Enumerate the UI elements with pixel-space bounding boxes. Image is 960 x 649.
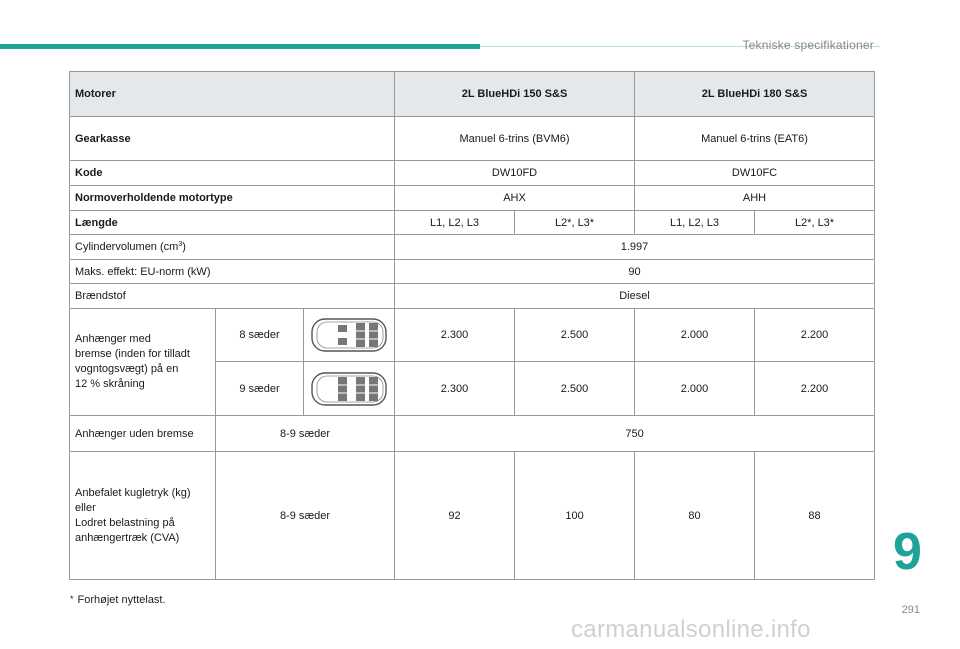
braked-trailer-label-line: 12 % skråning <box>75 378 145 390</box>
power-label: Maks. effekt: EU-norm (kW) <box>70 260 395 284</box>
braked-value: 2.000 <box>635 309 755 362</box>
length-value: L2*, L3* <box>755 211 875 235</box>
noseweight-label-line: anhængertræk (CVA) <box>75 531 180 544</box>
noseweight-value: 92 <box>395 452 515 580</box>
noseweight-label-line: eller <box>75 501 96 514</box>
braked-value: 2.200 <box>755 309 875 362</box>
table-row <box>70 416 875 452</box>
unbraked-value: 750 <box>395 416 875 452</box>
table-row <box>70 117 875 161</box>
braked-trailer-label <box>70 309 216 416</box>
power-value: 90 <box>395 260 875 284</box>
gearbox-engine2: Manuel 6-trins (EAT6) <box>635 117 875 161</box>
length-value: L1, L2, L3 <box>635 211 755 235</box>
displacement-label-sup: 3 <box>178 241 183 248</box>
length-value: L2*, L3* <box>515 211 635 235</box>
table-row <box>70 452 875 580</box>
engine-type-engine1: AHX <box>395 186 635 211</box>
table-row <box>70 284 875 309</box>
gearbox-label: Gearkasse <box>70 117 395 161</box>
table-row <box>70 161 875 186</box>
displacement-label-main: Cylindervolumen (cm <box>75 241 179 253</box>
noseweight-value: 80 <box>635 452 755 580</box>
engine-type-label: Normoverholdende motortype <box>70 186 395 211</box>
braked-value: 2.200 <box>755 362 875 416</box>
displacement-label <box>70 235 395 260</box>
fuel-value: Diesel <box>395 284 875 309</box>
braked-trailer-label-line: bremse (inden for tilladt <box>75 348 190 360</box>
van-8-seats-icon <box>304 309 395 362</box>
code-engine1: DW10FD <box>395 161 635 186</box>
fuel-label: Brændstof <box>70 284 395 309</box>
chapter-number: 9 <box>893 523 922 581</box>
braked-trailer-label-line: Anhænger med <box>75 333 151 345</box>
length-label: Længde <box>70 211 395 235</box>
footnote-text: Forhøjet nyttelast. <box>77 594 166 606</box>
braked-value: 2.000 <box>635 362 755 416</box>
page-number: 291 <box>901 604 920 616</box>
braked-value: 2.300 <box>395 309 515 362</box>
gearbox-engine1: Manuel 6-trins (BVM6) <box>395 117 635 161</box>
unbraked-trailer-label: Anhænger uden bremse <box>70 416 216 452</box>
noseweight-seats: 8-9 sæder <box>216 452 395 580</box>
table-row <box>70 260 875 284</box>
noseweight-label-line: Anbefalet kugletryk (kg) <box>75 486 191 499</box>
footnote <box>70 594 166 606</box>
length-value: L1, L2, L3 <box>395 211 515 235</box>
seats-8-label: 8 sæder <box>216 309 304 362</box>
noseweight-value: 88 <box>755 452 875 580</box>
table-row <box>70 211 875 235</box>
noseweight-value: 100 <box>515 452 635 580</box>
braked-value: 2.500 <box>515 309 635 362</box>
code-engine2: DW10FC <box>635 161 875 186</box>
section-title: Tekniske specifikationer <box>742 38 874 52</box>
braked-value: 2.300 <box>395 362 515 416</box>
van-9-seats-icon <box>304 362 395 416</box>
header-accent-bar <box>0 44 480 49</box>
header-label: Motorer <box>70 72 395 117</box>
noseweight-label <box>70 452 216 580</box>
noseweight-label-line: Lodret belastning på <box>75 516 175 529</box>
header-engine1: 2L BlueHDi 150 S&S <box>395 72 635 117</box>
table-row <box>70 72 875 117</box>
watermark: carmanualsonline.info <box>571 616 811 643</box>
braked-value: 2.500 <box>515 362 635 416</box>
table-row <box>70 186 875 211</box>
footnote-star: * <box>70 594 74 604</box>
code-label: Kode <box>70 161 395 186</box>
table-row <box>70 309 875 362</box>
seats-9-label: 9 sæder <box>216 362 304 416</box>
engine-type-engine2: AHH <box>635 186 875 211</box>
table-row <box>70 235 875 260</box>
header-engine2: 2L BlueHDi 180 S&S <box>635 72 875 117</box>
unbraked-seats: 8-9 sæder <box>216 416 395 452</box>
braked-trailer-label-line: vogntogsvægt) på en <box>75 363 179 375</box>
displacement-label-end: ) <box>182 241 186 253</box>
displacement-value: 1.997 <box>395 235 875 260</box>
spec-table <box>69 71 875 580</box>
